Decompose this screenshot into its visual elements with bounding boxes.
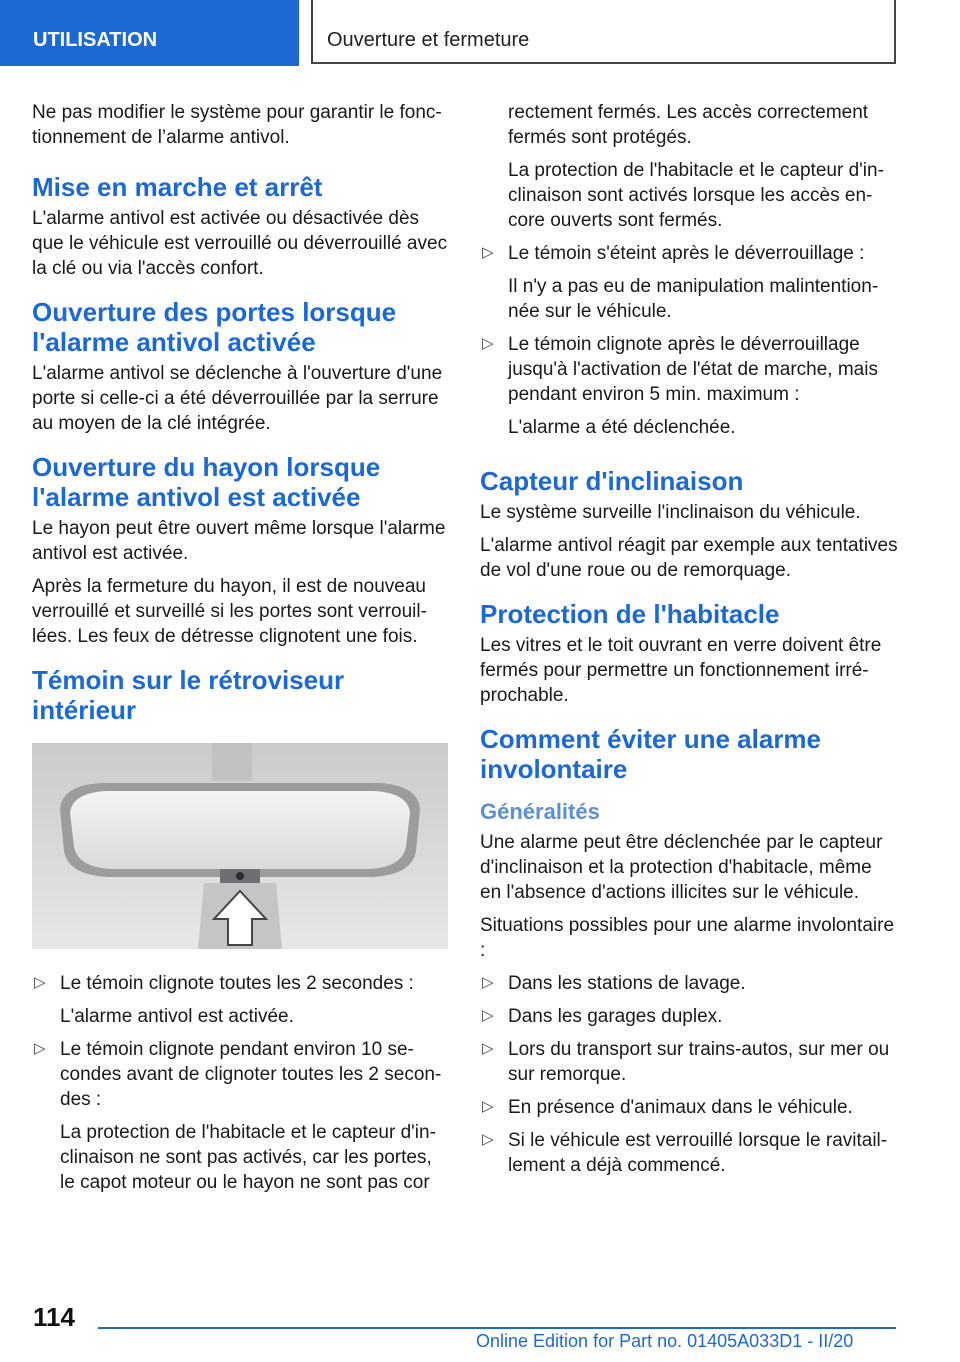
list-item <box>480 241 898 324</box>
paragraph-generalites-2: Situations possibles pour une alarme involontaire : <box>480 915 895 961</box>
list-item <box>480 1037 898 1087</box>
mirror-image <box>32 743 448 949</box>
list-item <box>480 971 898 996</box>
triangle-bullet-icon: ▷ <box>34 1040 46 1057</box>
bullet-text: Le témoin s'éteint après le déverrouillage : <box>508 243 865 264</box>
bullet-subtext: rectement fermés. Les accès correctement fermés sont protégés. <box>508 102 869 148</box>
bullet-text: En présence d'animaux dans le véhicule. <box>508 1097 853 1118</box>
list-item <box>480 1095 898 1120</box>
indicator-led-icon <box>236 872 244 880</box>
bullet-text: Le témoin clignote toutes les 2 secondes : <box>60 973 414 994</box>
triangle-bullet-icon: ▷ <box>34 974 46 991</box>
bullet-text: Le témoin clignote pendant environ 10 secondes avant de clignoter toutes les 2 secondes : <box>60 1039 442 1110</box>
intro-paragraph: Ne pas modifier le système pour garantir le fonctionnement de l’alarme antivol. <box>32 102 442 148</box>
paragraph-hayon-1: Le hayon peut être ouvert même lorsque l'alarme antivol est activée. <box>32 518 446 564</box>
footer-divider <box>98 1327 896 1329</box>
bullet-text: Dans les stations de lavage. <box>508 973 746 994</box>
bullet-subtext: La protection de l'habitacle et le capteur d'inclinaison sont activés lorsque les accès encore ouverts sont fermés. <box>508 160 884 231</box>
heading-ouverture-hayon: Ouverture du hayon lorsque l'alarme antivol est activée <box>32 452 381 512</box>
bullet-text: Lors du transport sur trains-autos, sur mer ou sur remorque. <box>508 1039 890 1085</box>
heading-protection-habitacle: Protection de l'habitacle <box>480 599 780 629</box>
paragraph-capteur-1: Le système surveille l'inclinaison du véhicule. <box>480 502 861 523</box>
paragraph-mise-en-marche: L'alarme antivol est activée ou désactivée dès que le véhicule est verrouillé ou déverrouillé avec la clé ou via l'accès confort. <box>32 208 448 279</box>
bullet-subtext: La protection de l'habitacle et le capteur d'inclinaison ne sont pas activés, car les portes, le capot moteur ou le hayon ne sont pas cor <box>60 1122 436 1193</box>
triangle-bullet-icon: ▷ <box>482 1131 494 1148</box>
heading-ouverture-portes: Ouverture des portes lorsque l'alarme antivol activée <box>32 297 397 357</box>
list-item <box>480 1004 898 1029</box>
list-item <box>480 332 898 440</box>
triangle-bullet-icon: ▷ <box>482 974 494 991</box>
list-item <box>32 971 450 1029</box>
left-column <box>32 100 450 1203</box>
paragraph-capteur-2: L'alarme antivol réagit par exemple aux tentatives de vol d'une roue ou de remorquage. <box>480 535 898 581</box>
list-item <box>32 1037 450 1195</box>
bullet-text: Si le véhicule est verrouillé lorsque le ravitaillement a déjà commencé. <box>508 1130 888 1176</box>
heading-temoin-retroviseur: Témoin sur le rétroviseur intérieur <box>32 665 345 725</box>
paragraph-generalites-1: Une alarme peut être déclenchée par le capteur d'inclinaison et la protection d'habitacle, même en l'absence d'actions illicites sur le véhicule. <box>480 832 883 903</box>
temoin-list-continued <box>480 100 898 440</box>
edition-note: Online Edition for Part no. 01405A033D1 - II/20 <box>476 1331 854 1351</box>
paragraph-ouverture-portes: L'alarme antivol se déclenche à l'ouverture d'une porte si celle-ci a été déverrouillée par la serrure au moyen de la clé intégrée. <box>32 363 443 434</box>
bullet-text: Dans les garages duplex. <box>508 1006 723 1027</box>
page-number: 114 <box>33 1302 75 1332</box>
subheading-generalites: Généralités <box>480 799 600 824</box>
section-tab: UTILISATION <box>0 0 299 66</box>
heading-mise-en-marche: Mise en marche et arrêt <box>32 172 323 202</box>
right-column <box>480 100 898 1186</box>
triangle-bullet-icon: ▷ <box>482 1098 494 1115</box>
triangle-bullet-icon: ▷ <box>482 1040 494 1057</box>
bullet-subtext: Il n'y a pas eu de manipulation malintentionnée sur le véhicule. <box>508 276 879 322</box>
bullet-subtext: L'alarme antivol est activée. <box>60 1006 294 1027</box>
bullet-text: Le témoin clignote après le déverrouillage jusqu'à l'activation de l'état de marche, mais pendant environ 5 min. maximum : <box>508 334 878 405</box>
list-item <box>480 1128 898 1178</box>
heading-capteur-inclinaison: Capteur d'inclinaison <box>480 466 744 496</box>
rear-view-mirror-illustration <box>32 743 448 949</box>
triangle-bullet-icon: ▷ <box>482 1007 494 1024</box>
paragraph-hayon-2: Après la fermeture du hayon, il est de nouveau verrouillé et surveillé si les portes sont verrouillées. Les feux de détresse clignotent une fois. <box>32 576 427 647</box>
heading-eviter-alarme: Comment éviter une alarme involontaire <box>480 724 822 784</box>
temoin-list <box>32 971 450 1195</box>
triangle-bullet-icon: ▷ <box>482 335 494 352</box>
paragraph-habitacle: Les vitres et le toit ouvrant en verre doivent être fermés pour permettre un fonctionnement irréprochable. <box>480 635 882 706</box>
page-header <box>0 0 960 66</box>
chapter-title: Ouverture et fermeture <box>311 0 896 64</box>
situations-list <box>480 971 898 1178</box>
triangle-bullet-icon: ▷ <box>482 244 494 261</box>
bullet-subtext: L'alarme a été déclenchée. <box>508 417 736 438</box>
list-item-continued <box>480 100 898 233</box>
